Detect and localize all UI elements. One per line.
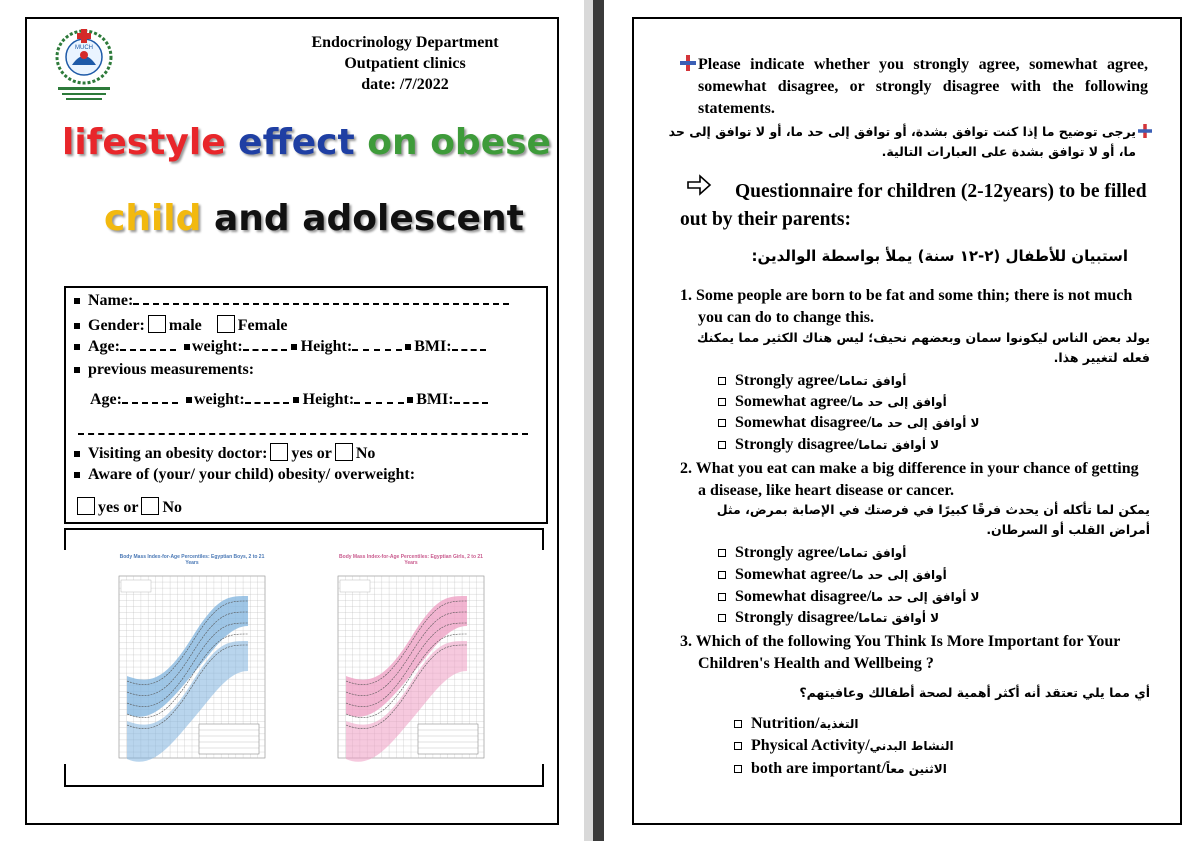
extra-measurement-line[interactable] (78, 433, 528, 435)
q2-option-label-ar: لا أوافق تماما (858, 611, 940, 625)
q1-option-checkbox[interactable] (718, 398, 726, 406)
prev-height-label: Height: (302, 391, 355, 408)
q1-option-label-ar: لا أوافق تماما (858, 438, 940, 452)
title-word-effect: effect (238, 122, 355, 163)
q2-option-label: Somewhat agree/ (735, 566, 852, 583)
bmi-chart-girls-plot (332, 566, 490, 772)
q2-option-label: Somewhat disagree/ (735, 588, 872, 605)
gender-label: Gender: (88, 317, 145, 334)
bmi-chart-boys-plot (113, 566, 271, 772)
q3-option-label: Nutrition/ (751, 715, 820, 732)
q1-option-label: Strongly agree/ (735, 372, 839, 389)
q2-option-label: Strongly disagree/ (735, 609, 859, 626)
bmi-label: BMI: (414, 338, 452, 355)
q2-option-strongly-disagree[interactable] (718, 609, 939, 627)
chart-area-corner-bl (64, 764, 66, 786)
title-word-and: and (213, 198, 290, 239)
q3-option-label: both are important/ (751, 760, 886, 777)
q1-option-checkbox[interactable] (718, 441, 726, 449)
title-line-1 (62, 122, 551, 163)
visiting-no-label: No (355, 445, 376, 462)
name-label: Name: (88, 292, 134, 309)
age-label: Age: (88, 338, 120, 355)
height-label: Height: (300, 338, 353, 355)
q3-option-label: Physical Activity/ (751, 737, 870, 754)
chart-area-corner-br (542, 764, 544, 786)
chart-area-bottom-border (64, 785, 544, 787)
bmi-chart-boys (113, 554, 271, 772)
q1-option-label: Strongly disagree/ (735, 436, 859, 453)
bmi-girls-data-table (418, 724, 478, 754)
question-1-text-ar: يولد بعض الناس ليكونوا سمان وبعضهم نحيف؛ ليس هناك الكثير مما يمكنك فعله لتغيير هذا. (697, 330, 1150, 365)
q2-option-label-ar: أوافق تماما (838, 546, 907, 560)
prev-weight-field[interactable] (245, 402, 289, 404)
svg-text:MUCH: MUCH (75, 45, 93, 51)
hospital-logo (48, 25, 120, 105)
title-word-on: on (367, 122, 418, 163)
bmi-chart-girls (332, 554, 490, 772)
q3-option-label-ar: الاثنين معاً (885, 762, 947, 776)
chart-area-top-border (64, 528, 544, 530)
q1-option-label-ar: لا أوافق إلى حد ما (871, 416, 980, 430)
bmi-field[interactable] (452, 349, 486, 351)
q2-option-somewhat-agree[interactable] (718, 566, 947, 584)
title-word-adolescent: adolescent (302, 198, 524, 239)
q1-option-somewhat-agree[interactable] (718, 393, 947, 411)
question-2-text-ar: يمكن لما تأكله أن يحدث فرقًا كبيرًا في فرصتك في الإصابة بمرض، مثل أمراض القلب أو السرطان. (716, 502, 1150, 537)
questionnaire-heading: Questionnaire for children (2-12years) to be filled out by their parents: (680, 181, 1147, 230)
male-label: male (168, 317, 202, 334)
q2-option-label-ar: لا أوافق إلى حد ما (871, 590, 980, 604)
prev-age-label: Age: (90, 391, 122, 408)
weight-label: weight: (191, 338, 243, 355)
plus-icon (1138, 124, 1152, 143)
q2-option-somewhat-disagree[interactable] (718, 588, 979, 606)
name-field[interactable] (133, 303, 509, 305)
prev-weight-label: weight: (193, 391, 245, 408)
question-2-text: 2. What you eat can make a big difference in your chance of getting a disease, like heart disease or cancer. (680, 460, 1139, 499)
bmi-girls-name-box (340, 580, 370, 592)
title-line-2 (104, 198, 524, 239)
q2-option-label-ar: أوافق إلى حد ما (851, 568, 947, 582)
questionnaire-heading-ar: استبيان للأطفال (٢-١٢ سنة) يملأ بواسطة الوالدين: (751, 247, 1128, 265)
q2-option-checkbox[interactable] (718, 571, 726, 579)
prev-bmi-field[interactable] (454, 402, 488, 404)
prev-age-field[interactable] (122, 402, 178, 404)
chart-area-corner-tl (64, 528, 66, 550)
patient-info-box (64, 286, 548, 524)
q3-option-checkbox[interactable] (734, 765, 742, 773)
q1-option-label: Somewhat disagree/ (735, 414, 872, 431)
title-word-lifestyle: lifestyle (62, 122, 226, 163)
bmi-boys-name-box (121, 580, 151, 592)
bmi-boys-data-table (199, 724, 259, 754)
title-word-child: child (104, 198, 202, 239)
q3-option-checkbox[interactable] (734, 742, 742, 750)
q3-option-label-ar: التغذية (819, 717, 859, 731)
q2-option-strongly-agree[interactable] (718, 544, 906, 562)
q3-option-physical-activity[interactable] (734, 737, 954, 755)
bmi-chart-girls-title: Body Mass Index-for-Age Percentiles: Egyptian Girls, 2 to 21 Years (339, 554, 483, 566)
q1-option-checkbox[interactable] (718, 419, 726, 427)
height-field[interactable] (352, 349, 402, 351)
aware-no-label: No (162, 499, 182, 516)
male-checkbox[interactable] (148, 315, 166, 333)
aware-yes-label: yes or (98, 499, 139, 516)
q1-option-label: Somewhat agree/ (735, 393, 852, 410)
aware-obesity-label: Aware of (your/ your child) obesity/ overweight: (88, 466, 416, 483)
q3-option-label-ar: النشاط البدني (869, 739, 954, 753)
instructions-en: Please indicate whether you strongly agree, somewhat agree, somewhat disagree, or strongly disagree with the following statements. (698, 56, 1148, 117)
q1-option-strongly-disagree[interactable] (718, 436, 939, 454)
q2-option-checkbox[interactable] (718, 593, 726, 601)
q2-option-label: Strongly agree/ (735, 544, 839, 561)
q3-option-nutrition[interactable] (734, 715, 858, 733)
instructions-ar: يرجى توضيح ما إذا كنت توافق بشدة، أو توافق إلى حد ما، أو لا توافق إلى حد ما، أو لا توافق بشدة على العبارات التالية. (668, 124, 1136, 159)
question-1-text: 1. Some people are born to be fat and some thin; there is not much you can do to change this. (680, 287, 1133, 326)
q1-option-checkbox[interactable] (718, 377, 726, 385)
aware-yes-checkbox[interactable] (77, 497, 95, 515)
q3-option-both-important[interactable] (734, 760, 947, 778)
female-label: Female (237, 317, 288, 334)
date-heading: date: /7/2022 (361, 76, 449, 93)
bmi-chart-boys-title: Body Mass Index-for-Age Percentiles: Egyptian Boys, 2 to 21 Years (119, 554, 265, 566)
q2-option-checkbox[interactable] (718, 614, 726, 622)
aware-no-checkbox[interactable] (141, 497, 159, 515)
previous-measurements-label: previous measurements: (88, 361, 255, 378)
age-field[interactable] (120, 349, 176, 351)
title-word-obese: obese (430, 122, 551, 163)
prev-bmi-label: BMI: (416, 391, 454, 408)
q1-option-strongly-agree[interactable] (718, 372, 906, 390)
weight-field[interactable] (243, 349, 287, 351)
visiting-yes-label: yes or (291, 445, 332, 462)
q1-option-label-ar: أوافق إلى حد ما (851, 395, 947, 409)
question-3-text-ar: أي مما يلي تعتقد أنه أكثر أهمية لصحة أطفالك وعافيتهم؟ (799, 685, 1150, 700)
visiting-yes-checkbox[interactable] (270, 443, 288, 461)
department-heading: Endocrinology Department (311, 34, 499, 51)
clinic-heading: Outpatient clinics (344, 55, 466, 72)
q1-option-somewhat-disagree[interactable] (718, 414, 979, 432)
q1-option-label-ar: أوافق تماما (838, 374, 907, 388)
visiting-doctor-label: Visiting an obesity doctor: (88, 445, 268, 462)
plus-icon (680, 55, 696, 76)
q2-option-checkbox[interactable] (718, 549, 726, 557)
visiting-no-checkbox[interactable] (335, 443, 353, 461)
female-checkbox[interactable] (217, 315, 235, 333)
prev-height-field[interactable] (354, 402, 404, 404)
q3-option-checkbox[interactable] (734, 720, 742, 728)
chart-area-corner-tr (542, 528, 544, 550)
question-3-text: 3. Which of the following You Think Is More Important for Your Children's Health and Wellbeing ? (680, 633, 1121, 672)
